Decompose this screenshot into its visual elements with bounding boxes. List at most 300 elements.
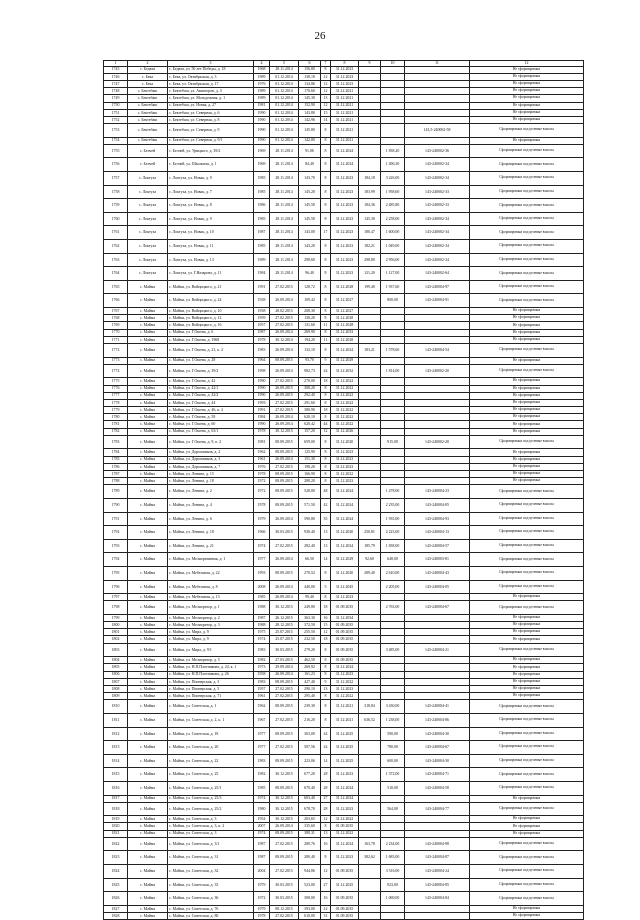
table-row bbox=[104, 485, 584, 499]
cell-term: 31.12.2023 bbox=[331, 671, 359, 678]
cell-settlement: с. Майма bbox=[128, 336, 168, 343]
cell-row-number: 1756 bbox=[104, 158, 128, 172]
cell-fund-status: Сформирована под целевые взносы bbox=[470, 878, 584, 892]
cell-account-number: 143-240004-54 bbox=[405, 343, 470, 357]
cell-contribution: 12 bbox=[321, 865, 331, 879]
cell-address: с. Майма, ул. Советская, д. 3/1 bbox=[168, 837, 254, 851]
cell-contribution: 24 bbox=[321, 741, 331, 755]
cell-fund-amount bbox=[359, 73, 381, 80]
cell-fund-status: Сформирована под целевые взносы bbox=[470, 892, 584, 906]
cell-term: 01.09.2035 bbox=[331, 636, 359, 643]
cell-row-number: 1799 bbox=[104, 614, 128, 621]
cell-year: 1984 bbox=[254, 267, 270, 281]
cell-account-number bbox=[405, 116, 470, 123]
cell-fund-amount bbox=[359, 693, 381, 700]
cell-term: 31.12.2025 bbox=[331, 727, 359, 741]
cell-fund-status: Не сформирована bbox=[470, 905, 584, 912]
cell-account-number bbox=[405, 392, 470, 399]
cell-year: 1979 bbox=[254, 878, 270, 892]
cell-area: 216,20 bbox=[299, 713, 321, 727]
cell-settlement: с. Майма bbox=[128, 768, 168, 782]
table-row bbox=[104, 364, 584, 378]
cell-term: 31.12.2027 bbox=[331, 294, 359, 308]
cell-contribution: 11 bbox=[321, 322, 331, 329]
cell-account-number bbox=[405, 308, 470, 315]
cell-address: с. Майма, ул. Советская, д. 2, к. 1 bbox=[168, 713, 254, 727]
cell-inclusion-date: 27.02.2015 bbox=[270, 463, 299, 470]
page-number: 26 bbox=[314, 30, 326, 42]
cell-contribution: 8 bbox=[321, 713, 331, 727]
cell-inclusion-date: 26.09.2014 bbox=[270, 580, 299, 594]
table-row bbox=[104, 329, 584, 336]
cell-address: с. Бектебаш, ул. Северная, д. 6 bbox=[168, 109, 254, 116]
cell-fund-status: Сформирована под целевые взносы bbox=[470, 713, 584, 727]
cell-row-number: 1807 bbox=[104, 678, 128, 685]
cell-inclusion-date: 27.02.2015 bbox=[270, 378, 299, 385]
cell-year: 1974 bbox=[254, 795, 270, 802]
cell-area: 134,86 bbox=[299, 80, 321, 87]
cell-settlement: с. Майма bbox=[128, 913, 168, 920]
cell-contribution: 27 bbox=[321, 878, 331, 892]
cell-address: с. Майма, ул. Советская, д. 32 bbox=[168, 865, 254, 879]
cell-row-number: 1827 bbox=[104, 905, 128, 912]
cell-term: 31.12.2029 bbox=[331, 357, 359, 364]
cell-year: 1938 bbox=[254, 308, 270, 315]
cell-account-number bbox=[405, 137, 470, 144]
cell-fund-status: Не сформирована bbox=[470, 470, 584, 477]
cell-contribution: 27 bbox=[321, 795, 331, 802]
cell-fund-status: Не сформирована bbox=[470, 80, 584, 87]
cell-area: 142,96 bbox=[299, 116, 321, 123]
cell-account-number: 143-240004-87 bbox=[405, 851, 470, 865]
cell-inclusion-date: 26.09.2015 bbox=[270, 385, 299, 392]
cell-account-number: 143-240004-71 bbox=[405, 768, 470, 782]
cell-balance bbox=[381, 816, 405, 823]
cell-balance: 1 069,00 bbox=[381, 892, 405, 906]
cell-inclusion-date: 26.09.2014 bbox=[270, 456, 299, 463]
cell-address: с. Локтуха, ул. Новая, д. 8 bbox=[168, 199, 254, 213]
cell-account-number bbox=[405, 671, 470, 678]
cell-term: 31.12.2024 bbox=[331, 781, 359, 795]
cell-settlement: с. Майма bbox=[128, 693, 168, 700]
cell-fund-status: Сформирована под целевые взносы bbox=[470, 643, 584, 657]
cell-contribution: 8 bbox=[321, 280, 331, 294]
cell-fund-status: Не сформирована bbox=[470, 678, 584, 685]
cell-address: с. Майма, ул. Г.Ошева, д. 60 bbox=[168, 421, 254, 428]
cell-term: 31.12.2022 bbox=[331, 414, 359, 421]
cell-row-number: 1810 bbox=[104, 700, 128, 714]
cell-fund-amount: 636,52 bbox=[359, 713, 381, 727]
cell-balance: 1 496,30 bbox=[381, 158, 405, 172]
cell-fund-status: Не сформирована bbox=[470, 378, 584, 385]
cell-area: 145,50 bbox=[299, 212, 321, 226]
cell-account-number bbox=[405, 795, 470, 802]
cell-fund-status: Сформирована под целевые взносы bbox=[470, 802, 584, 816]
cell-fund-status: Не сформирована bbox=[470, 102, 584, 109]
cell-balance: 1 049,00 bbox=[381, 240, 405, 254]
cell-fund-status: Не сформирована bbox=[470, 66, 584, 73]
cell-area: 982,73 bbox=[299, 364, 321, 378]
cell-balance bbox=[381, 823, 405, 830]
cell-settlement: с. Майма bbox=[128, 435, 168, 449]
cell-settlement: с. Локтуха bbox=[128, 267, 168, 281]
cell-account-number bbox=[405, 66, 470, 73]
cell-inclusion-date: 01.12.2014 bbox=[270, 102, 299, 109]
cell-balance: 1 683,00 bbox=[381, 851, 405, 865]
table-row bbox=[104, 322, 584, 329]
table-row bbox=[104, 802, 584, 816]
cell-area: 131,60 bbox=[299, 322, 321, 329]
table-row bbox=[104, 226, 584, 240]
cell-balance: 1 838,20 bbox=[381, 144, 405, 158]
cell-fund-amount bbox=[359, 878, 381, 892]
cell-fund-status: Не сформирована bbox=[470, 795, 584, 802]
cell-row-number: 1809 bbox=[104, 693, 128, 700]
cell-settlement: с. Майма bbox=[128, 421, 168, 428]
cell-year: 1987 bbox=[254, 837, 270, 851]
cell-balance: 2 485,80 bbox=[381, 199, 405, 213]
cell-account-number bbox=[405, 357, 470, 364]
cell-row-number: 1813 bbox=[104, 741, 128, 755]
cell-contribution: 8 bbox=[321, 700, 331, 714]
cell-fund-status: Сформирована под целевые взносы bbox=[470, 768, 584, 782]
cell-year: 1983 bbox=[254, 754, 270, 768]
cell-settlement: с. Бектебаш bbox=[128, 102, 168, 109]
cell-term: 01.09.2035 bbox=[331, 629, 359, 636]
cell-balance: 2 205,00 bbox=[381, 580, 405, 594]
cell-term: 31.12.2022 bbox=[331, 470, 359, 477]
table-row bbox=[104, 700, 584, 714]
cell-fund-amount bbox=[359, 80, 381, 87]
cell-account-number bbox=[405, 657, 470, 664]
cell-settlement: с. Бека bbox=[128, 73, 168, 80]
cell-settlement: с. Майма bbox=[128, 892, 168, 906]
cell-fund-amount: 182,21 bbox=[359, 240, 381, 254]
cell-inclusion-date: 08.09.2015 bbox=[270, 700, 299, 714]
cell-fund-status: Сформирована под целевые взносы bbox=[470, 526, 584, 540]
cell-fund-status: Не сформирована bbox=[470, 594, 584, 601]
cell-fund-amount bbox=[359, 364, 381, 378]
cell-fund-status: Сформирована под целевые взносы bbox=[470, 364, 584, 378]
cell-term: 31.12.2024 bbox=[331, 512, 359, 526]
cell-year: 1961 bbox=[254, 693, 270, 700]
table-row bbox=[104, 116, 584, 123]
cell-year: 1984 bbox=[254, 414, 270, 421]
cell-contribution: 8 bbox=[321, 144, 331, 158]
cell-fund-amount: 183,99 bbox=[359, 185, 381, 199]
cell-area: 203,65 bbox=[299, 816, 321, 823]
cell-fund-amount bbox=[359, 102, 381, 109]
cell-settlement: с. Бека bbox=[128, 80, 168, 87]
cell-row-number: 1796 bbox=[104, 580, 128, 594]
cell-fund-amount: 180,47 bbox=[359, 226, 381, 240]
cell-area: 571,50 bbox=[299, 498, 321, 512]
cell-term: 31.12.2024 bbox=[331, 498, 359, 512]
cell-inclusion-date: 08.09.2015 bbox=[270, 566, 299, 580]
cell-area: 151,30 bbox=[299, 456, 321, 463]
table-row bbox=[104, 614, 584, 621]
table-row bbox=[104, 768, 584, 782]
cell-account-number: 143-240002-20 bbox=[405, 364, 470, 378]
cell-inclusion-date: 08.09.2015 bbox=[270, 851, 299, 865]
cell-row-number: 1794 bbox=[104, 553, 128, 567]
cell-contribution: 8 bbox=[321, 212, 331, 226]
cell-fund-status: Не сформирована bbox=[470, 657, 584, 664]
cell-row-number: 1790 bbox=[104, 498, 128, 512]
cell-area: 128,72 bbox=[299, 280, 321, 294]
cell-account-number: 143-240004-91 bbox=[405, 294, 470, 308]
cell-term: 31.12.2021 bbox=[331, 88, 359, 95]
cell-fund-amount bbox=[359, 614, 381, 621]
cell-fund-status: Сформирована под целевые взносы bbox=[470, 212, 584, 226]
cell-year: 1991 bbox=[254, 407, 270, 414]
cell-contribution: 18 bbox=[321, 636, 331, 643]
table-row bbox=[104, 830, 584, 837]
cell-address: с. Майма, ул. Ленина, д. 15 bbox=[168, 470, 254, 477]
cell-address: с. Бектебаш, ул. Молодежная, д. 1 bbox=[168, 95, 254, 102]
cell-inclusion-date: 30.03.2015 bbox=[270, 878, 299, 892]
cell-address: с. Майма, ул. Советская, д. 25/1 bbox=[168, 781, 254, 795]
cell-area: 161,23 bbox=[299, 671, 321, 678]
cell-inclusion-date: 30.12.2015 bbox=[270, 428, 299, 435]
table-row bbox=[104, 267, 584, 281]
cell-year: 1987 bbox=[254, 614, 270, 621]
cell-inclusion-date: 08.09.2015 bbox=[270, 449, 299, 456]
cell-fund-status: Сформирована под целевые взносы bbox=[470, 553, 584, 567]
cell-fund-status: Не сформирована bbox=[470, 693, 584, 700]
table-row bbox=[104, 580, 584, 594]
cell-balance bbox=[381, 470, 405, 477]
table-row bbox=[104, 73, 584, 80]
cell-balance: 915,00 bbox=[381, 435, 405, 449]
cell-settlement: с. Майма bbox=[128, 308, 168, 315]
cell-inclusion-date: 08.09.2015 bbox=[270, 485, 299, 499]
table-row bbox=[104, 66, 584, 73]
table-row bbox=[104, 636, 584, 643]
cell-row-number: 1818 bbox=[104, 802, 128, 816]
cell-account-number: 143-240002-33 bbox=[405, 199, 470, 213]
cell-balance bbox=[381, 315, 405, 322]
cell-year: 1989 bbox=[254, 88, 270, 95]
cell-account-number bbox=[405, 816, 470, 823]
cell-row-number: 1774 bbox=[104, 364, 128, 378]
cell-account-number bbox=[405, 830, 470, 837]
cell-address: с. Майма, ул. Мебельная, д. 13 bbox=[168, 594, 254, 601]
cell-settlement: с. Майма bbox=[128, 816, 168, 823]
cell-balance: 1 127,00 bbox=[381, 267, 405, 281]
cell-inclusion-date: 25.07.2015 bbox=[270, 636, 299, 643]
cell-balance bbox=[381, 88, 405, 95]
cell-contribution: 8 bbox=[321, 392, 331, 399]
table-row bbox=[104, 378, 584, 385]
cell-row-number: 1753 bbox=[104, 124, 128, 138]
cell-balance: 3 430,00 bbox=[381, 700, 405, 714]
cell-inclusion-date: 08.09.2015 bbox=[270, 754, 299, 768]
cell-area: 143,20 bbox=[299, 240, 321, 254]
cell-area: 269,92 bbox=[299, 664, 321, 671]
cell-year: 1977 bbox=[254, 553, 270, 567]
cell-fund-status: Сформирована под целевые взносы bbox=[470, 539, 584, 553]
table-row bbox=[104, 294, 584, 308]
cell-account-number bbox=[405, 693, 470, 700]
cell-settlement: с. Майма bbox=[128, 671, 168, 678]
cell-account-number: 143-240002-20 bbox=[405, 435, 470, 449]
cell-row-number: 1780 bbox=[104, 414, 128, 421]
cell-address: с. Майма, ул. Г.Ошева, д. 42 bbox=[168, 378, 254, 385]
cell-row-number: 1775 bbox=[104, 378, 128, 385]
cell-term: 31.12.2024 bbox=[331, 795, 359, 802]
cell-fund-amount bbox=[359, 116, 381, 123]
cell-address: с. Майма, ул. Войцицкого, д. 12 bbox=[168, 315, 254, 322]
cell-term: 31.12.2023 bbox=[331, 456, 359, 463]
cell-inclusion-date: 28.11.2014 bbox=[270, 199, 299, 213]
cell-fund-amount bbox=[359, 636, 381, 643]
cell-contribution: 24 bbox=[321, 727, 331, 741]
cell-fund-status: Сформирована под целевые взносы bbox=[470, 741, 584, 755]
cell-area: 145,50 bbox=[299, 199, 321, 213]
cell-balance bbox=[381, 614, 405, 621]
cell-fund-status: Не сформирована bbox=[470, 357, 584, 364]
cell-term: 31.12.2023 bbox=[331, 685, 359, 692]
cell-year: 1989 bbox=[254, 73, 270, 80]
cell-fund-amount bbox=[359, 294, 381, 308]
table-row bbox=[104, 392, 584, 399]
cell-contribution: 8 bbox=[321, 594, 331, 601]
cell-fund-amount bbox=[359, 308, 381, 315]
cell-contribution: 12 bbox=[321, 80, 331, 87]
cell-inclusion-date: 28.11.2014 bbox=[270, 240, 299, 254]
cell-row-number: 1761 bbox=[104, 226, 128, 240]
header-cell: 2 bbox=[128, 61, 168, 67]
cell-fund-amount bbox=[359, 385, 381, 392]
cell-account-number bbox=[405, 95, 470, 102]
cell-address: с. Майма, ул. Советская, д. 25 bbox=[168, 768, 254, 782]
cell-address: с. Майма, ул. Г.Ошева, д. 58 bbox=[168, 414, 254, 421]
cell-row-number: 1781 bbox=[104, 421, 128, 428]
cell-term: 31.12.2023 bbox=[331, 66, 359, 73]
table-row bbox=[104, 526, 584, 540]
cell-contribution: 8 bbox=[321, 199, 331, 213]
cell-settlement: с. Майма bbox=[128, 456, 168, 463]
cell-balance bbox=[381, 137, 405, 144]
cell-area: 590,80 bbox=[299, 512, 321, 526]
cell-year: 1976 bbox=[254, 80, 270, 87]
cell-address: с. Бектебаш, ул. Северная, д. 8 bbox=[168, 116, 254, 123]
cell-balance bbox=[381, 664, 405, 671]
cell-fund-amount bbox=[359, 315, 381, 322]
cell-area: 96,40 bbox=[299, 267, 321, 281]
cell-settlement: с. Майма bbox=[128, 823, 168, 830]
cell-area: 620,42 bbox=[299, 421, 321, 428]
cell-inclusion-date: 01.12.2014 bbox=[270, 124, 299, 138]
cell-balance bbox=[381, 124, 405, 138]
cell-contribution: 15 bbox=[321, 109, 331, 116]
cell-balance bbox=[381, 336, 405, 343]
cell-term: 31.12.2022 bbox=[331, 392, 359, 399]
cell-fund-status: Не сформирована bbox=[470, 322, 584, 329]
cell-row-number: 1772 bbox=[104, 343, 128, 357]
cell-year: 1964 bbox=[254, 357, 270, 364]
cell-account-number bbox=[405, 456, 470, 463]
cell-year: 1998 bbox=[254, 364, 270, 378]
cell-address: с. Майма, ул. Мелиоратор, д. 1 bbox=[168, 601, 254, 615]
cell-address: с. Майма, ул. Мелиоратор, д. 2 bbox=[168, 614, 254, 621]
cell-address: с. Майма, ул. Г.Ошева, д. 1968 bbox=[168, 336, 254, 343]
cell-inclusion-date: 08.09.2015 bbox=[270, 357, 299, 364]
cell-row-number: 1816 bbox=[104, 781, 128, 795]
table-row bbox=[104, 594, 584, 601]
cell-inclusion-date: 26.09.2014 bbox=[270, 823, 299, 830]
table-row bbox=[104, 478, 584, 485]
cell-contribution: 8 bbox=[321, 308, 331, 315]
cell-balance: 1 372,00 bbox=[381, 768, 405, 782]
cell-year: 1987 bbox=[254, 329, 270, 336]
cell-year: 1972 bbox=[254, 478, 270, 485]
cell-term: 31.12.2024 bbox=[331, 144, 359, 158]
cell-balance bbox=[381, 657, 405, 664]
cell-account-number bbox=[405, 685, 470, 692]
cell-inclusion-date: 28.11.2014 bbox=[270, 66, 299, 73]
cell-area: 610,00 bbox=[299, 913, 321, 920]
cell-year: 1968 bbox=[254, 66, 270, 73]
cell-fund-status: Сформирована под целевые взносы bbox=[470, 851, 584, 865]
cell-inclusion-date: 26.09.2014 bbox=[270, 671, 299, 678]
cell-contribution: 12 bbox=[321, 905, 331, 912]
cell-account-number: 143-240002-34 bbox=[405, 240, 470, 254]
cell-term: 31.12.2023 bbox=[331, 212, 359, 226]
cell-balance bbox=[381, 463, 405, 470]
cell-fund-amount: 184,36 bbox=[359, 199, 381, 213]
table-row bbox=[104, 253, 584, 267]
cell-settlement: с. Майма bbox=[128, 385, 168, 392]
cell-account-number bbox=[405, 470, 470, 477]
cell-settlement: с. Майма bbox=[128, 837, 168, 851]
cell-inclusion-date: 28.11.2014 bbox=[270, 226, 299, 240]
cell-term: 31.12.2022 bbox=[331, 693, 359, 700]
cell-fund-amount: 163,78 bbox=[359, 837, 381, 851]
cell-settlement: с. Бектебаш bbox=[128, 137, 168, 144]
cell-area: 290,10 bbox=[299, 685, 321, 692]
cell-balance: 923,00 bbox=[381, 878, 405, 892]
cell-term: 31.12.2021 bbox=[331, 95, 359, 102]
table-row bbox=[104, 878, 584, 892]
cell-contribution: 8 bbox=[321, 172, 331, 186]
cell-address: с. Майма, ул. Ленина, д. 21 bbox=[168, 539, 254, 553]
cell-area: 145,80 bbox=[299, 124, 321, 138]
cell-balance: 3 485,00 bbox=[381, 643, 405, 657]
header-cell: 1 bbox=[104, 61, 128, 67]
cell-year: 1985 bbox=[254, 594, 270, 601]
cell-area: 145,30 bbox=[299, 95, 321, 102]
cell-area: 295,40 bbox=[299, 693, 321, 700]
cell-inclusion-date: 27.02.2015 bbox=[270, 539, 299, 553]
cell-settlement: с. Майма bbox=[128, 594, 168, 601]
cell-settlement: с. Майма bbox=[128, 364, 168, 378]
cell-inclusion-date: 27.02.2015 bbox=[270, 865, 299, 879]
cell-contribution: 8 bbox=[321, 657, 331, 664]
cell-balance: 3 516,00 bbox=[381, 865, 405, 879]
cell-account-number: 143-240004-43 bbox=[405, 566, 470, 580]
cell-row-number: 1811 bbox=[104, 713, 128, 727]
cell-row-number: 1826 bbox=[104, 892, 128, 906]
table-row bbox=[104, 566, 584, 580]
cell-address: с. Майма, ул. Мебельная, д. 8 bbox=[168, 580, 254, 594]
cell-fund-amount bbox=[359, 892, 381, 906]
cell-fund-amount bbox=[359, 470, 381, 477]
table-row bbox=[104, 816, 584, 823]
cell-balance bbox=[381, 399, 405, 406]
cell-balance bbox=[381, 116, 405, 123]
